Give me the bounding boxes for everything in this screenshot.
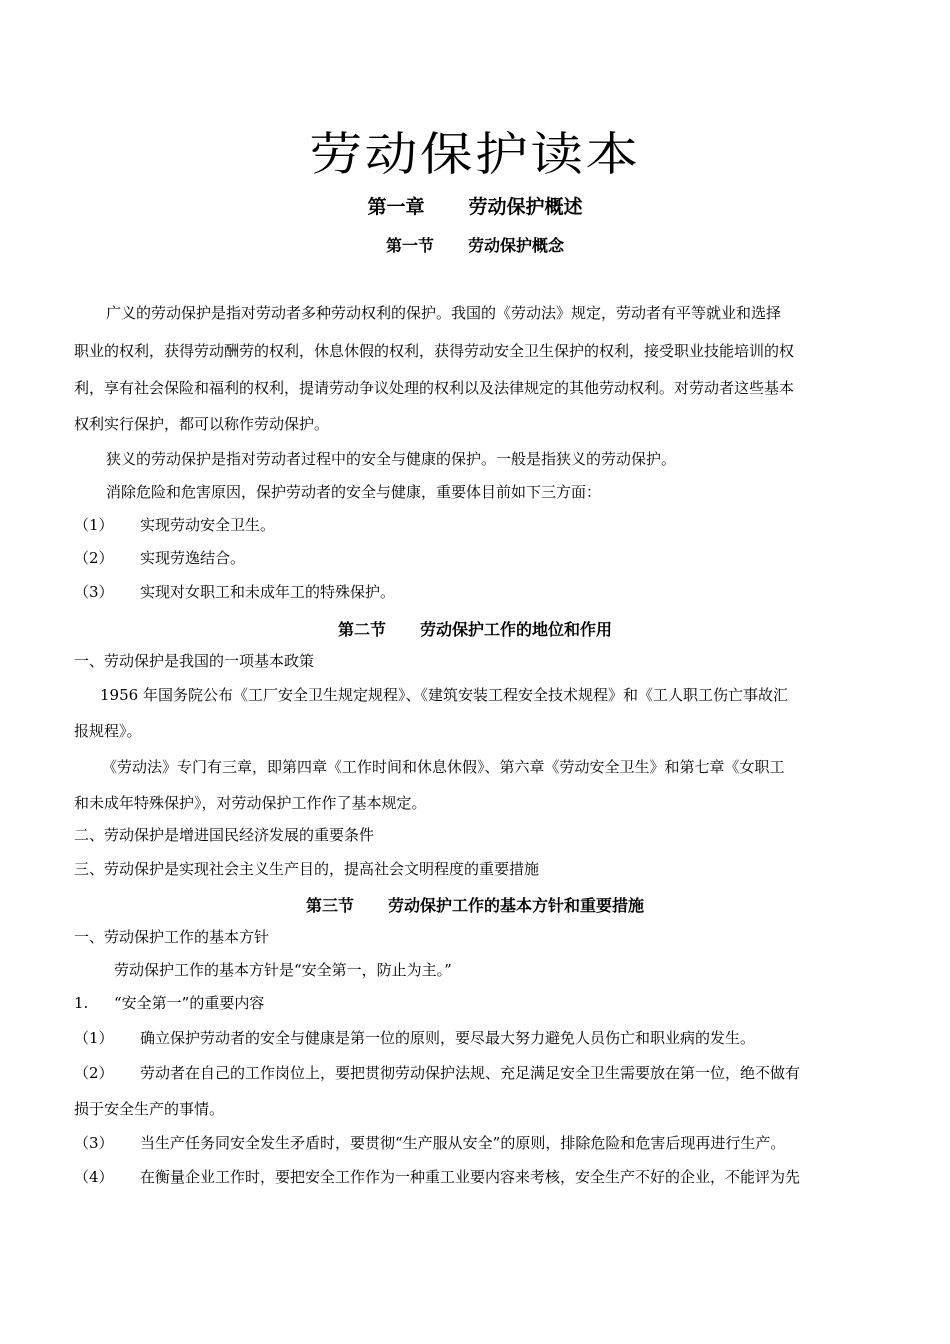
list-item: 一、劳动保护是我国的一项基本政策 [74,652,315,670]
paragraph-line: 狭义的劳动保护是指对劳动者过程中的安全与健康的保护。一般是指狭义的劳动保护。 [106,450,677,468]
section3-heading [0,893,950,916]
paragraph-line: 权利实行保护，都可以称作劳动保护。 [74,415,330,433]
paragraph-line: 和未成年特殊保护》，对劳动保护工作作了基本规定。 [74,794,427,812]
chapter-heading [0,192,950,219]
paragraph-line: 消除危险和危害原因，保护劳动者的安全与健康，重要体目前如下三方面： [106,483,602,501]
list-item: 1. “安全第一”的重要内容 [74,994,265,1012]
paragraph-line: 报规程》。 [74,722,142,740]
list-item: （2） 劳动者在自己的工作岗位上，要把贯彻劳动保护法规、充足满足安全卫生需要放在第一位，绝不做有 [74,1064,801,1082]
chapter-name: 劳动保护概述 [468,196,583,218]
list-item: （1） 实现劳动安全卫生。 [74,516,276,534]
list-item: （3） 实现对女职工和未成年工的特殊保护。 [74,583,396,601]
paragraph-line: 广义的劳动保护是指对劳动者多种劳动权利的保护。我国的《劳动法》规定，劳动者有平等就业和选择 [106,304,782,322]
section3-name: 劳动保护工作的基本方针和重要措施 [388,896,645,915]
paragraph-line: 利，享有社会保险和福利的权利，提请劳动争议处理的权利以及法律规定的其他劳动权利。对劳动者这些基本 [74,379,795,397]
list-item: 一、劳动保护工作的基本方针 [74,928,270,946]
document-title: 劳动保护读本 [309,127,641,181]
section3-label: 第三节 [305,896,354,915]
list-item: 损于安全生产的事情。 [74,1100,225,1118]
section1-heading [0,233,950,256]
paragraph-line: 1956 年国务院公布《工厂安全卫生规定规程》、《建筑安装工程安全技术规程》和《工人职工伤亡事故汇 [100,686,788,704]
list-item: 二、劳动保护是增进国民经济发展的重要条件 [74,826,375,844]
section2-label: 第二节 [337,620,386,639]
list-item: （2） 实现劳逸结合。 [74,549,246,567]
paragraph-line: 《劳动法》专门有三章，即第四章《工作时间和休息休假》、第六章《劳动安全卫生》和第七章《女职工 [102,758,785,776]
list-item: （3） 当生产任务同安全发生矛盾时，要贯彻“生产服从安全”的原则，排除危险和危害后现再进行生产。 [74,1134,786,1152]
section1-name: 劳动保护概念 [468,236,565,255]
list-item: （4） 在衡量企业工作时，要把安全工作作为一种重工业要内容来考核，安全生产不好的企业，不能评为先 [74,1168,801,1186]
list-item: 三、劳动保护是实现社会主义生产目的，提高社会文明程度的重要措施 [74,860,540,878]
section2-name: 劳动保护工作的地位和作用 [420,620,613,639]
list-item: （1） 确立保护劳动者的安全与健康是第一位的原则，要尽最大努力避免人员伤亡和职业病的发生。 [74,1029,756,1047]
section2-heading [0,617,950,640]
chapter-label: 第一章 [367,196,425,218]
paragraph-line: 劳动保护工作的基本方针是“安全第一，防止为主。” [114,961,452,979]
paragraph-line: 职业的权利，获得劳动酬劳的权利，休息休假的权利，获得劳动安全卫生保护的权利，接受职业技能培训的权 [74,342,795,360]
section1-label: 第一节 [385,236,434,255]
